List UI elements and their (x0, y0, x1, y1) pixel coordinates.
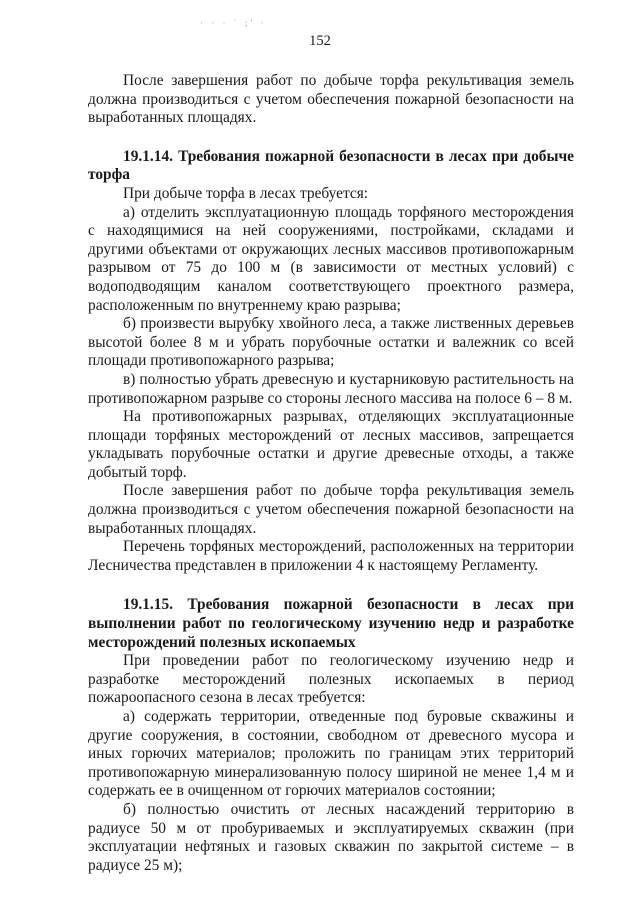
section-heading-19-1-15: 19.1.15. Требования пожарной безопасности в лесах при выполнении работ по геологическому изучению недр и разработке месторождений полезных ископаемых (88, 596, 574, 651)
paragraph-geology-requirements: При проведении работ по геологическому изучению недр и разработке месторождений полезных ископаемых в период пожароопасного сезона в лесах требуется: (88, 652, 574, 707)
paragraph-firebreaks: На противопожарных разрывах, отделяющих эксплуатационные площади торфяных месторождений от лесных массивов, запрещается укладывать порубочные остатки и другие древесные отходы, а также добытый торф. (88, 408, 574, 481)
spacer (88, 128, 574, 148)
paragraph-peat-list: Перечень торфяных месторождений, расположенных на территории Лесничества представлен в приложении 4 к настоящему Регламенту. (88, 538, 574, 574)
list-item-a: а) отделить эксплуатационную площадь торфяного месторождения с находящимися на ней сооружениями, постройками, складами и другими объектами от окружающих лесных массивов противопожарным разрывом от 75 до 100 м (в зависимости от местных условий) с водоподводящим каналом соответствующего проектного размера, расположенным по внутреннему краю разрыва; (88, 203, 574, 314)
list-item-c: в) полностью убрать древесную и кустарниковую растительность на противопожарном разрыве со стороны лесного массива на полосе 6 – 8 м. (88, 370, 574, 407)
scan-artifact: · · · ˙ ;ʹ · (200, 18, 267, 28)
section-heading-19-1-14: 19.1.14. Требования пожарной безопасности в лесах при добыче торфа (88, 147, 574, 184)
spacer (88, 575, 574, 596)
list-item-b: б) произвести вырубку хвойного леса, а также лиственных деревьев высотой более 8 м и убрать порубочные остатки и валежник со всей площади противопожарного разрыва; (88, 315, 574, 370)
page-number: 152 (309, 33, 331, 49)
document-body (88, 72, 574, 875)
paragraph-peat-requirements: При добыче торфа в лесах требуется: (123, 184, 369, 202)
list-item-a-geology: а) содержать территории, отведенные под буровые скважины и другие сооружения, в состоянии, свободном от древесного мусора и иных горючих материалов; проложить по границам этих территорий противопожарную минерализованную полосу шириной не менее 1,4 м и содержать ее в очищенном от горючих материалов состоянии; (88, 708, 574, 800)
list-item-b-geology: б) полностью очистить от лесных насаждений территорию в радиусе 50 м от пробуриваемых и эксплуатируемых скважин (при эксплуатации нефтяных и газовых скважин по закрытой системе – в радиусе 25 м); (88, 800, 574, 874)
paragraph-reclamation-intro: После завершения работ по добыче торфа рекультивация земель должна производиться с учетом обеспечения пожарной безопасности на выработанных площадях. (88, 72, 574, 127)
paragraph-reclamation: После завершения работ по добыче торфа рекультивация земель должна производиться с учетом обеспечения пожарной безопасности на выработанных площадях. (88, 482, 574, 537)
